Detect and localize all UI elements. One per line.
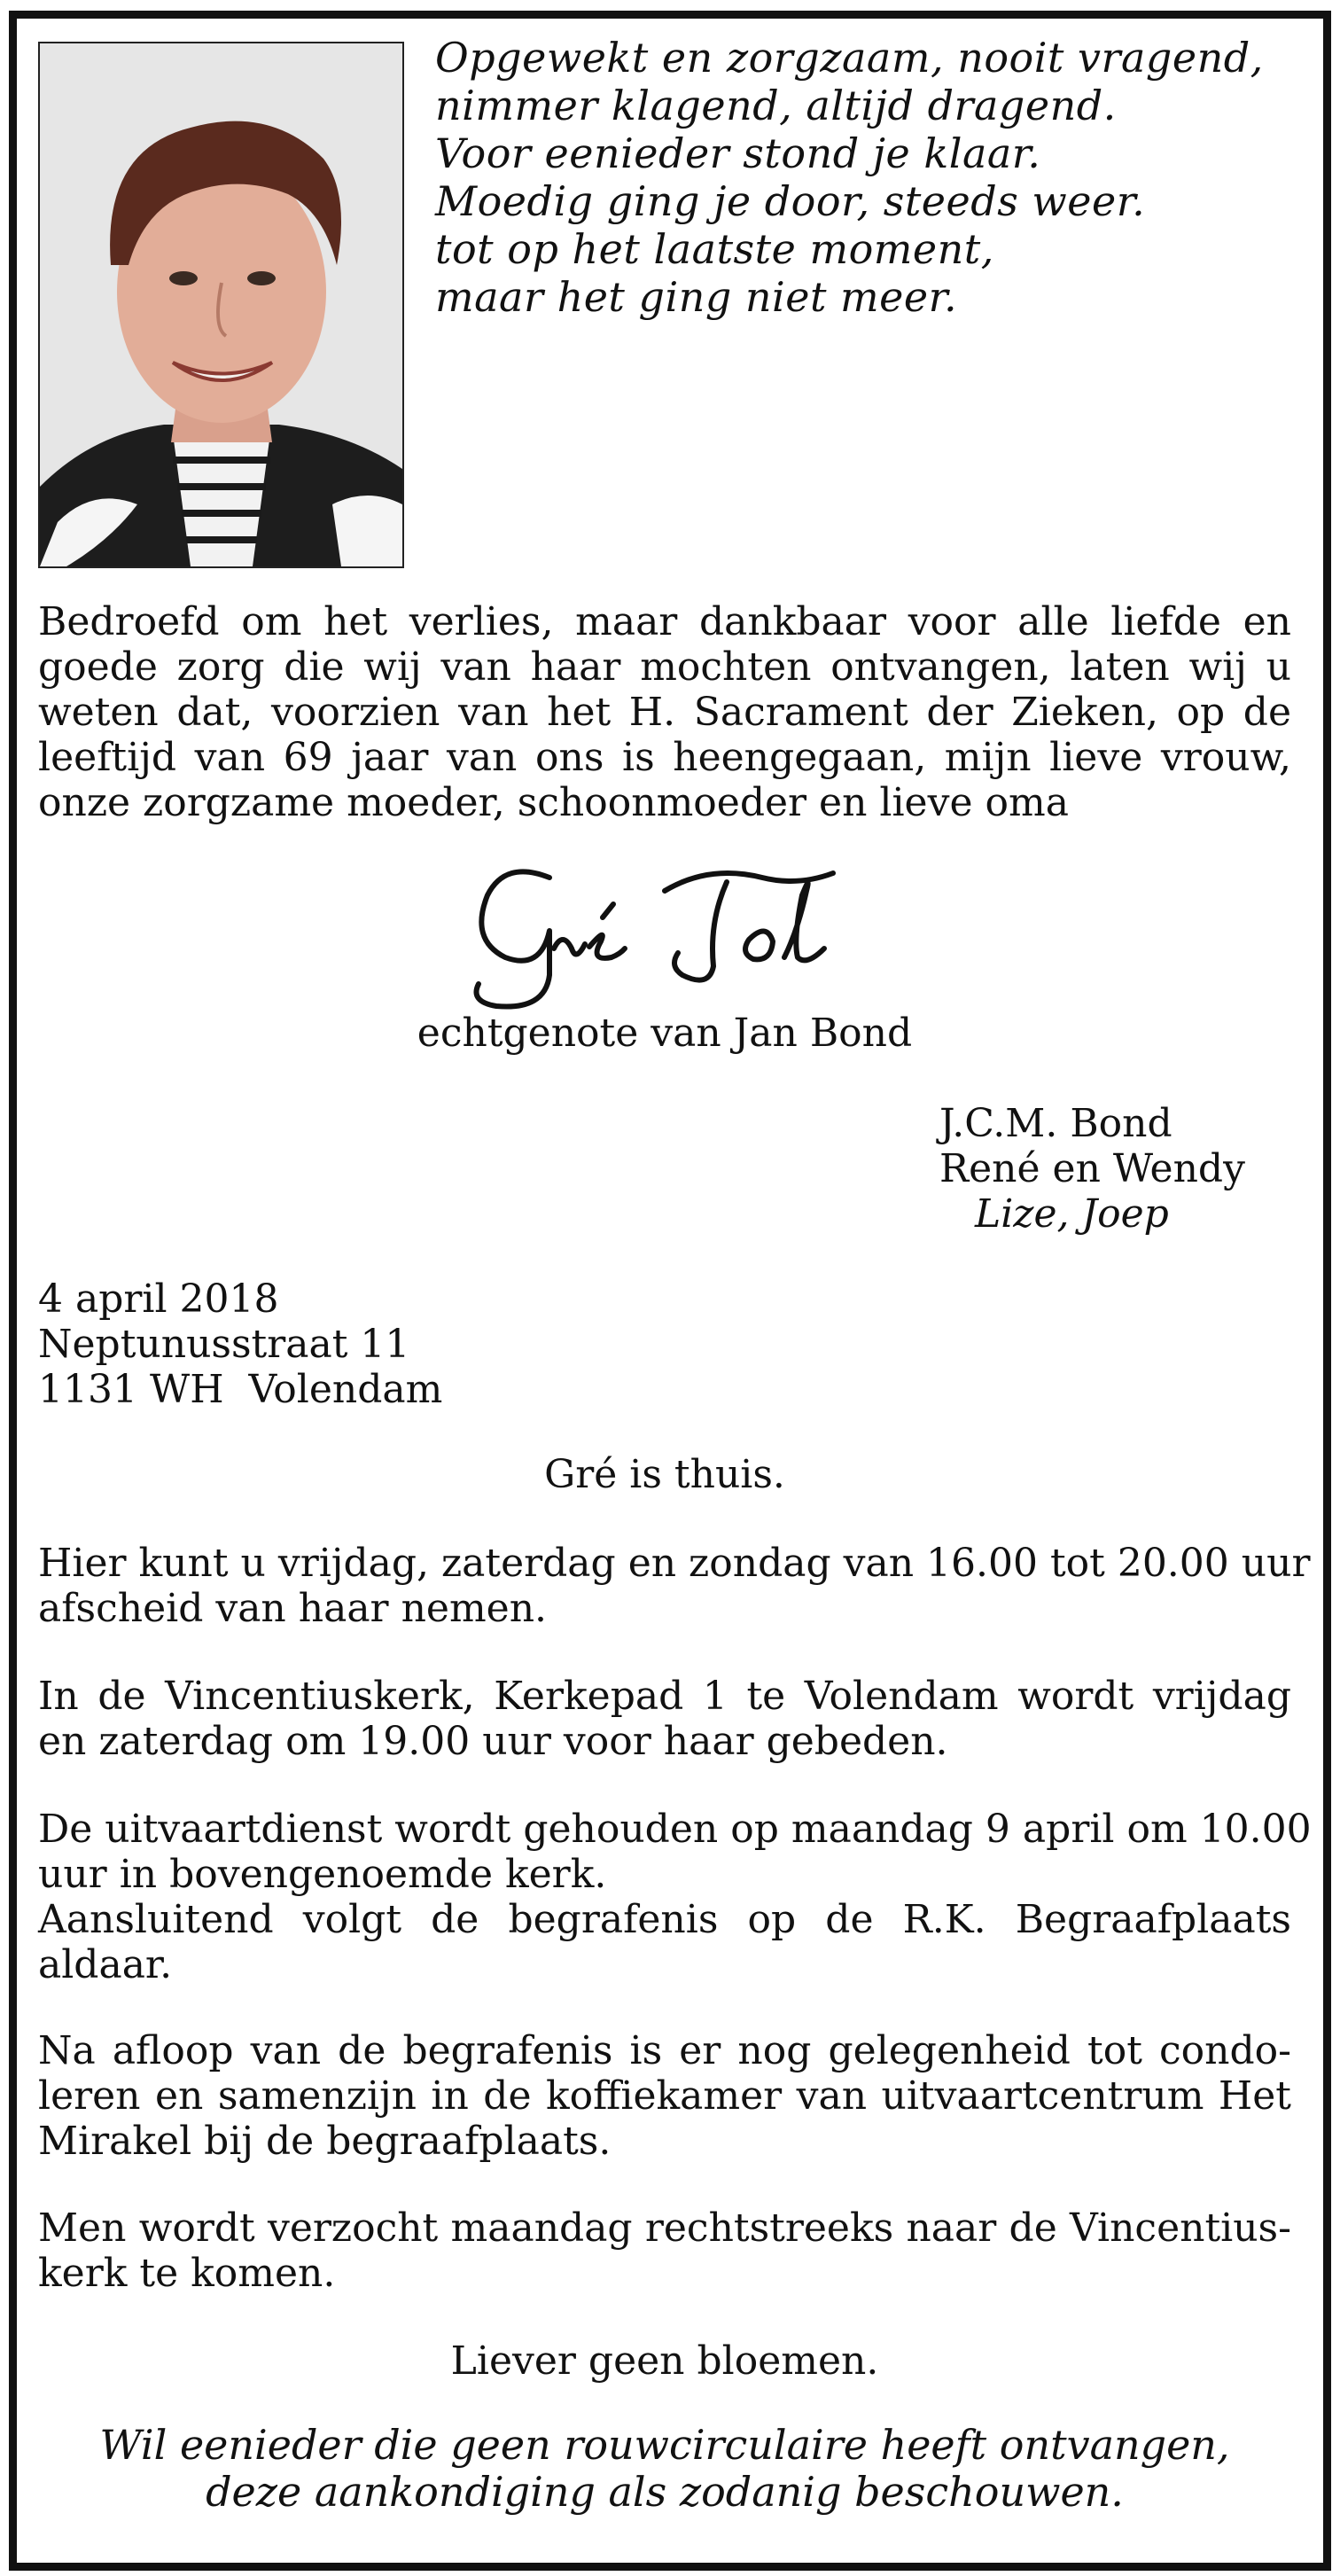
prayer-paragraph	[38, 1674, 1291, 1764]
street-line: Neptunusstraat 11	[38, 1322, 410, 1367]
closing-line: deze aankondiging als zodanig beschouwen.	[206, 2468, 1124, 2516]
home-note: Gré is thuis.	[544, 1452, 785, 1497]
prayer-line: In de Vincentiuskerk, Kerkepad 1 te Volendam wordt vrijdag	[38, 1674, 1291, 1719]
condolence-line: leren en samenzijn in de koffiekamer van uitvaartcentrum Het	[38, 2073, 1291, 2119]
service-line: aldaar.	[38, 1942, 173, 1987]
intro-line: leeftijd van 69 jaar van ons is heengegaan, mijn lieve vrouw,	[38, 735, 1291, 780]
intro-line: Bedroefd om het verlies, maar dankbaar voor alle liefde en	[38, 599, 1291, 644]
poem-line: Voor eenieder stond je klaar.	[435, 129, 1041, 177]
grandchildren-line: Lize, Joep	[975, 1191, 1169, 1237]
spouse-line: echtgenote van Jan Bond	[417, 1011, 913, 1056]
service-line: Aansluitend volgt de begrafenis op de R.K. Begraafplaats	[38, 1897, 1291, 1942]
direct-line: Men wordt verzocht maandag rechtstreeks naar de Vincentius-	[38, 2205, 1291, 2251]
poem-line: tot op het laatste moment,	[435, 225, 994, 273]
intro-paragraph	[38, 599, 1291, 825]
deceased-name-signature	[443, 842, 886, 1019]
condolence-paragraph	[38, 2028, 1291, 2164]
no-flowers-note: Liever geen bloemen.	[450, 2338, 879, 2384]
poem	[435, 34, 1286, 321]
poem-line: nimmer klagend, altijd dragend.	[435, 82, 1117, 129]
farewell-line: Hier kunt u vrijdag, zaterdag en zondag van 16.00 tot 20.00 uur	[38, 1541, 1311, 1586]
farewell-paragraph	[38, 1541, 1311, 1631]
city-line: 1131 WH Volendam	[38, 1367, 443, 1412]
poem-line: Moedig ging je door, steeds weer.	[435, 177, 1146, 225]
family-names	[939, 1101, 1245, 1237]
service-paragraph	[38, 1807, 1312, 1987]
farewell-line: afscheid van haar nemen.	[38, 1586, 548, 1631]
closing-note	[38, 2422, 1291, 2516]
service-line: De uitvaartdienst wordt gehouden op maandag 9 april om 10.00	[38, 1807, 1312, 1852]
date-line: 4 april 2018	[38, 1276, 279, 1322]
condolence-line: Na afloop van de begrafenis is er nog gelegenheid tot condo-	[38, 2028, 1291, 2073]
portrait-icon	[40, 43, 402, 566]
family-line: J.C.M. Bond	[939, 1101, 1172, 1146]
direct-paragraph	[38, 2205, 1291, 2296]
intro-line: weten dat, voorzien van het H. Sacrament der Zieken, op de	[38, 690, 1291, 735]
prayer-line: en zaterdag om 19.00 uur voor haar gebeden.	[38, 1719, 948, 1764]
family-line: René en Wendy	[939, 1146, 1245, 1191]
intro-line: goede zorg die wij van haar mochten ontvangen, laten wij u	[38, 644, 1291, 690]
signature-graphic	[443, 842, 886, 1019]
poem-line: maar het ging niet meer.	[435, 273, 958, 321]
direct-line: kerk te komen.	[38, 2251, 336, 2296]
closing-line: Wil eenieder die geen rouwcirculaire heeft ontvangen,	[99, 2421, 1230, 2469]
portrait-photo	[38, 42, 404, 568]
date-address	[38, 1276, 1291, 1412]
condolence-line: Mirakel bij de begraafplaats.	[38, 2119, 612, 2164]
intro-line: onze zorgzame moeder, schoonmoeder en lieve oma	[38, 780, 1069, 825]
service-line: uur in bovengenoemde kerk.	[38, 1852, 607, 1897]
poem-line: Opgewekt en zorgzaam, nooit vragend,	[435, 34, 1264, 82]
